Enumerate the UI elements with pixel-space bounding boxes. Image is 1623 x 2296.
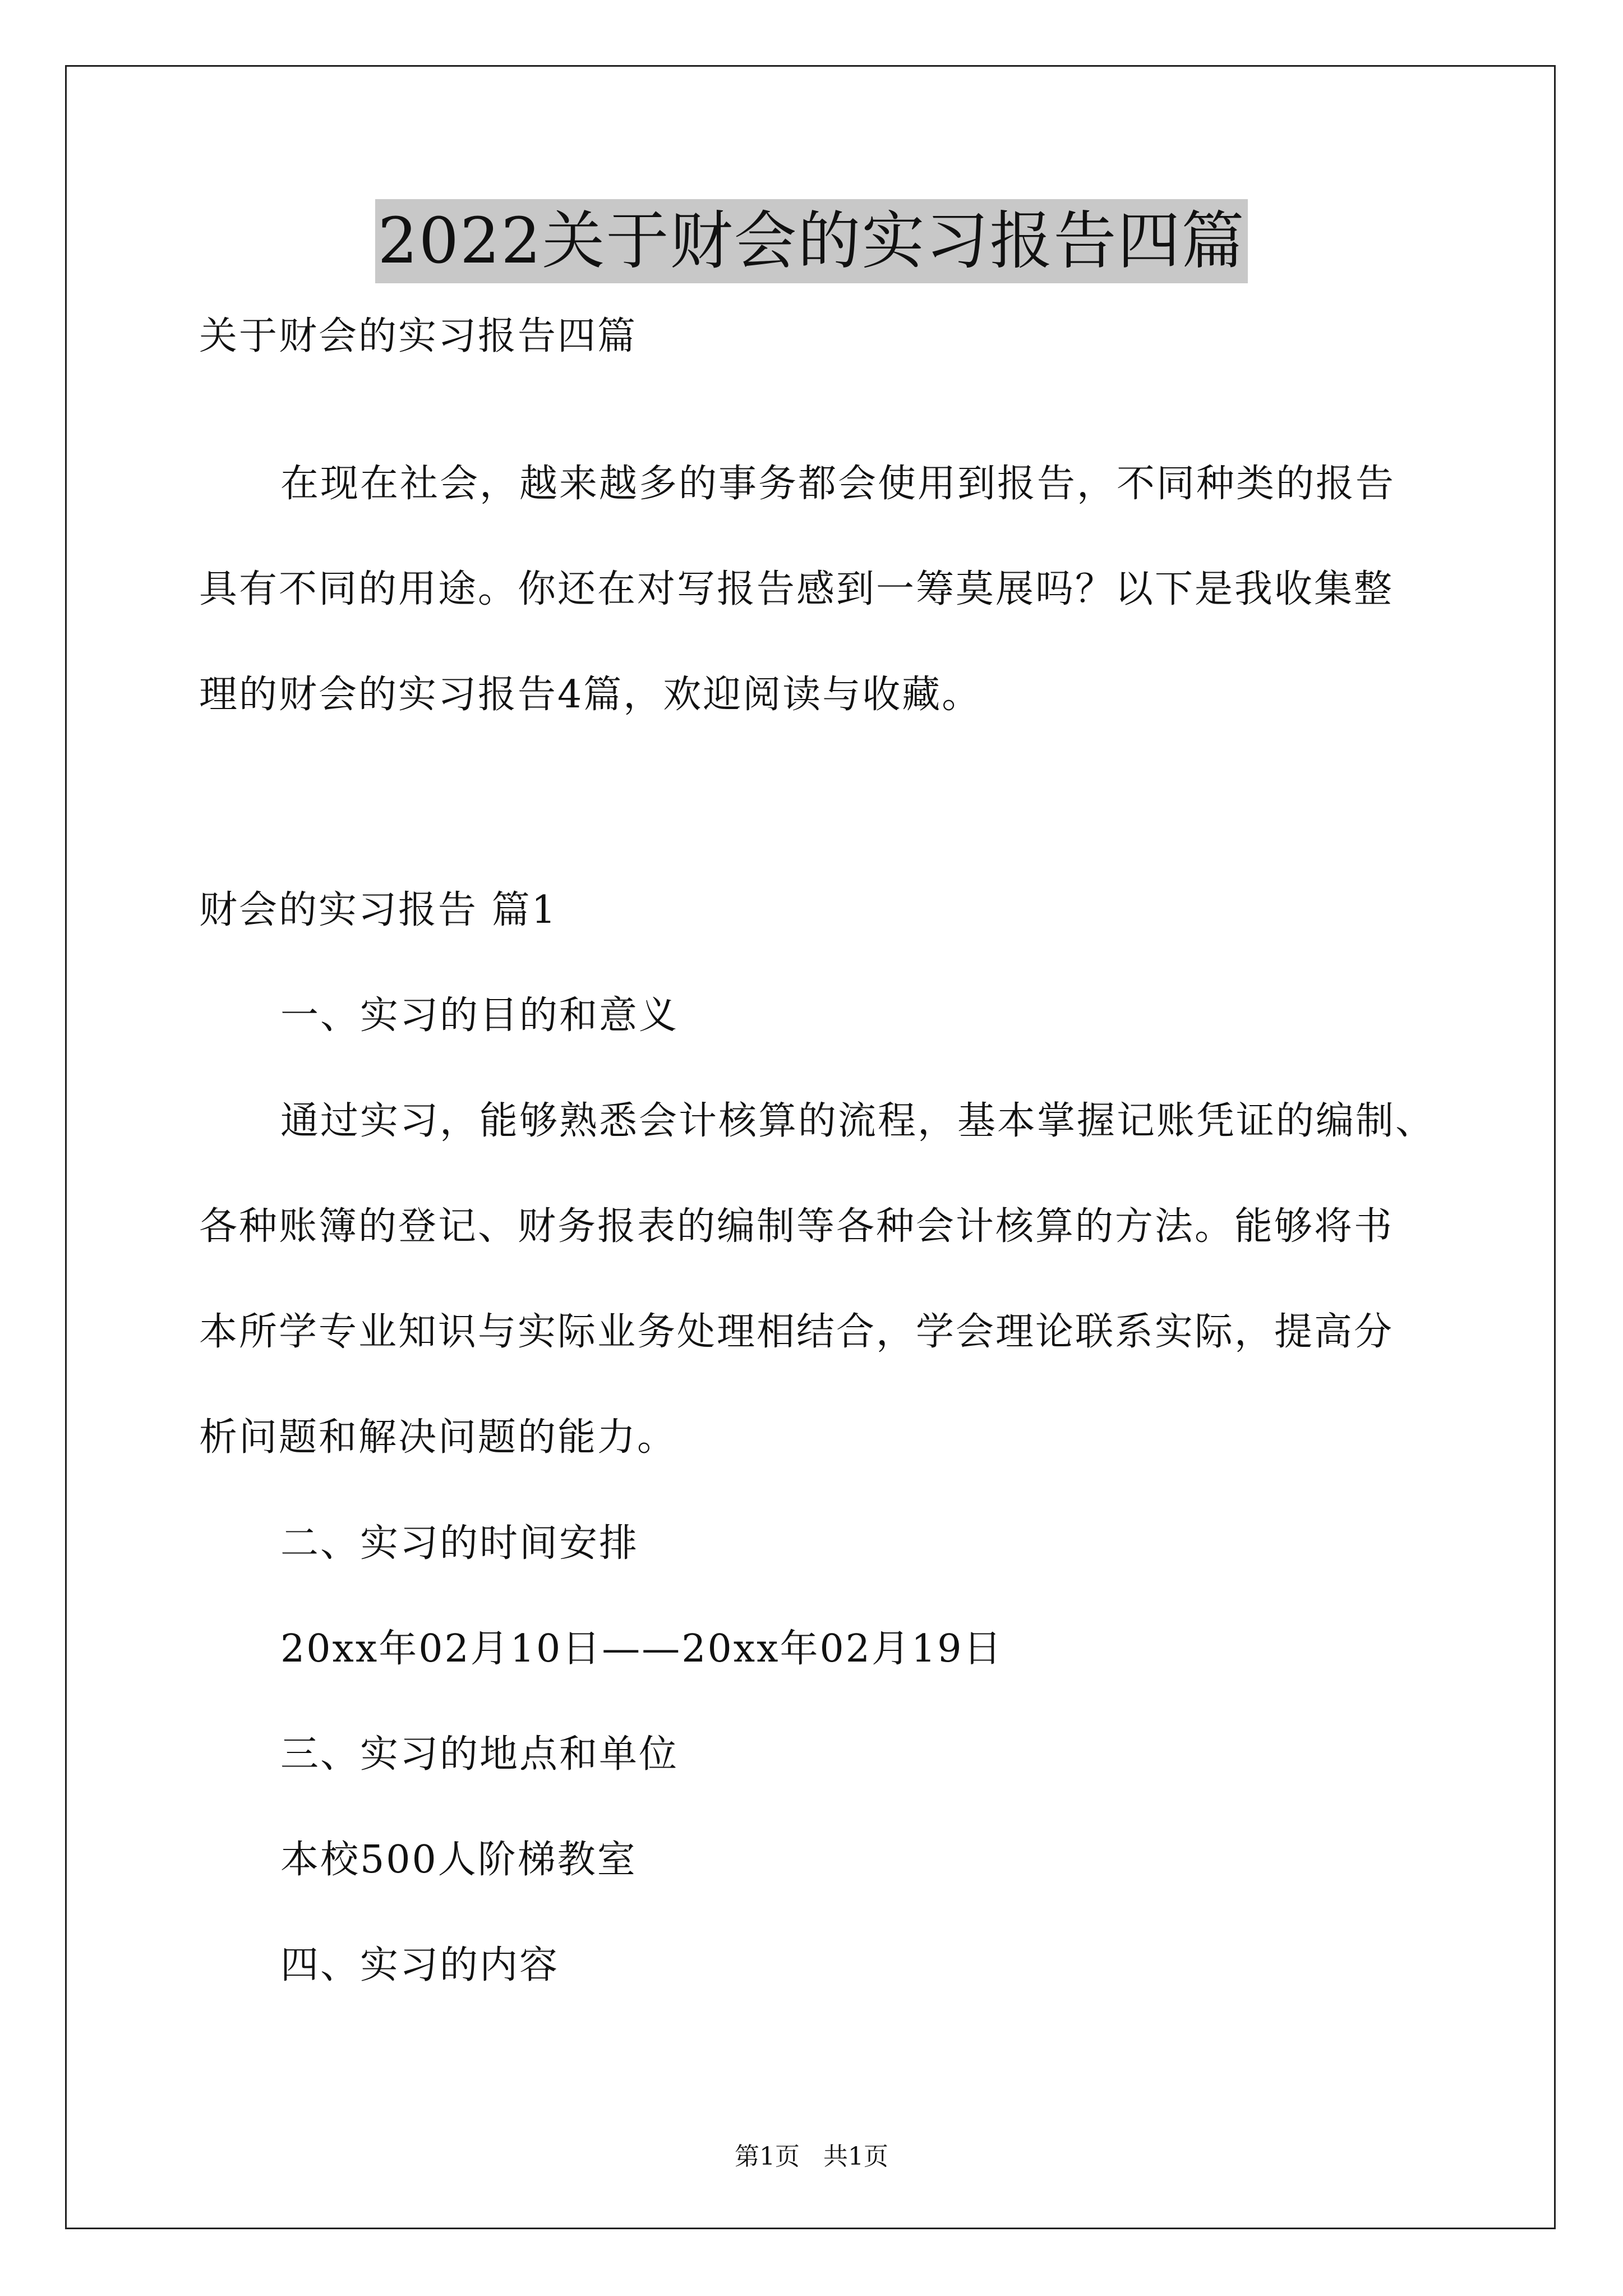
location-text: 本校500人阶梯教室 [280,1838,637,1882]
heading-content: 四、实习的内容 [280,1943,560,1987]
subtitle-line: 关于财会的实习报告四篇 [199,314,638,358]
purpose-paragraph-line-2: 各种账簿的登记、财务报表的编制等各种会计核算的方法。能够将书 [199,1204,1394,1249]
intro-paragraph-line-1: 在现在社会，越来越多的事务都会使用到报告，不同种类的报告 [280,462,1396,506]
purpose-paragraph-line-4: 析问题和解决问题的能力。 [199,1415,677,1460]
intro-paragraph-line-3: 理的财会的实习报告4篇，欢迎阅读与收藏。 [199,673,982,717]
purpose-paragraph-line-1: 通过实习，能够熟悉会计核算的流程，基本掌握记账凭证的编制、 [280,1099,1436,1143]
heading-location: 三、实习的地点和单位 [280,1732,679,1777]
heading-purpose: 一、实习的目的和意义 [280,993,679,1038]
purpose-paragraph-line-3: 本所学专业知识与实际业务处理相结合，学会理论联系实际，提高分 [199,1310,1394,1354]
schedule-dates: 20xx年02月10日——20xx年02月19日 [280,1627,1003,1671]
heading-schedule: 二、实习的时间安排 [280,1521,639,1566]
page-frame [65,65,1556,2229]
intro-paragraph-line-2: 具有不同的用途。你还在对写报告感到一筹莫展吗？以下是我收集整 [199,567,1394,611]
document-title [0,199,1623,283]
document-title-text: 2022关于财会的实习报告四篇 [375,199,1247,283]
section-heading-part1: 财会的实习报告 篇1 [199,888,557,932]
page-footer: 第1页 共1页 [735,2142,888,2171]
